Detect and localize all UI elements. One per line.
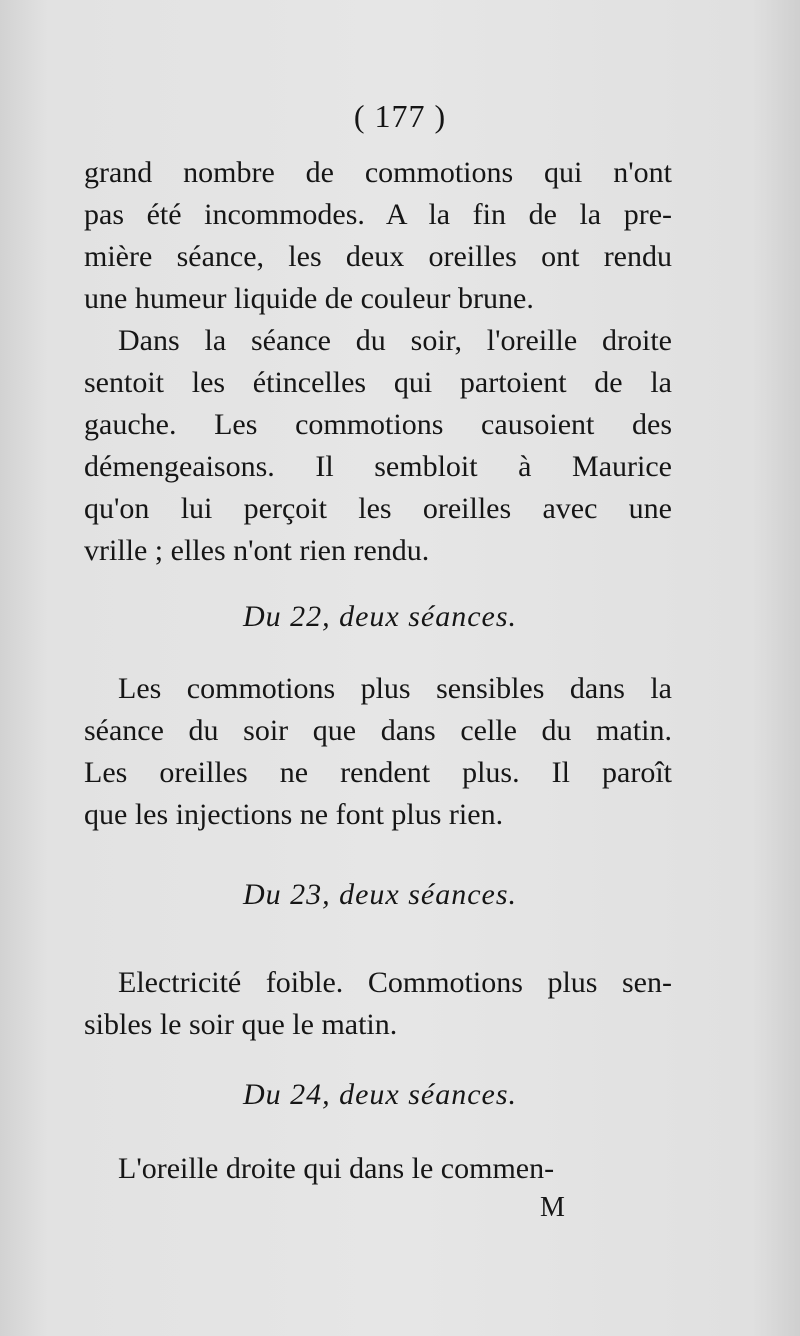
text-line: sentoit les étincelles qui partoient de la xyxy=(84,366,672,399)
text-line: que les injections ne font plus rien. xyxy=(84,798,504,831)
text-line: vrille ; elles n'ont rien rendu. xyxy=(84,534,430,567)
page-number: ( 177 ) xyxy=(353,98,447,134)
text-line: Dans la séance du soir, l'oreille droite xyxy=(118,324,672,357)
text-line: gauche. Les commotions causoient des xyxy=(84,408,672,441)
text-line: démengeaisons. Il sembloit à Maurice xyxy=(84,450,672,483)
section-heading-22: Du 22, deux séances. xyxy=(242,600,518,633)
text-line: une humeur liquide de couleur brune. xyxy=(84,282,534,315)
text-line: grand nombre de commotions qui n'ont xyxy=(84,156,672,189)
paragraph-4 xyxy=(84,962,672,1046)
text-line: L'oreille droite qui dans le commen- xyxy=(118,1152,555,1185)
paragraph-3 xyxy=(84,668,672,836)
text-line: Electricité foible. Commotions plus sen- xyxy=(118,966,672,999)
signature-mark: M xyxy=(540,1192,565,1223)
text-line: séance du soir que dans celle du matin. xyxy=(84,714,672,747)
paragraph-1 xyxy=(84,152,672,320)
text-line: pas été incommodes. A la fin de la pre- xyxy=(84,198,672,231)
paragraph-5 xyxy=(84,1148,672,1190)
text-line: qu'on lui perçoit les oreilles avec une xyxy=(84,492,672,525)
section-heading-24: Du 24, deux séances. xyxy=(242,1078,518,1111)
text-line: sibles le soir que le matin. xyxy=(84,1008,398,1041)
text-line: mière séance, les deux oreilles ont rendu xyxy=(84,240,672,273)
paragraph-2 xyxy=(84,320,672,572)
text-line: Les oreilles ne rendent plus. Il paroît xyxy=(84,756,672,789)
text-line: Les commotions plus sensibles dans la xyxy=(118,672,672,705)
section-heading-23: Du 23, deux séances. xyxy=(242,878,518,911)
